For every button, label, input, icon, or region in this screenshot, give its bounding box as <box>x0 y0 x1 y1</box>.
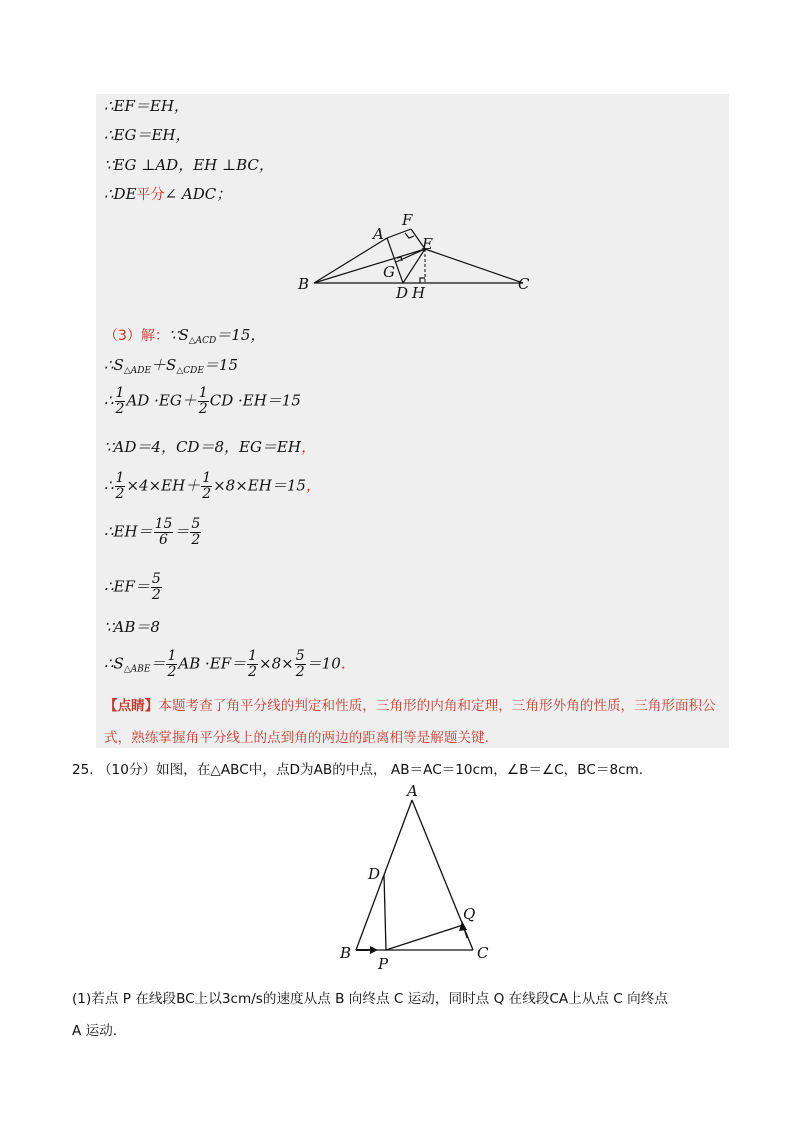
label-P2: P <box>378 955 389 970</box>
question-25-stem: 25. （10分）如图，在△ABC中，点D为AB的中点， AB＝AC＝10cm，∠B＝∠C，BC＝8cm. <box>72 762 644 778</box>
label-F: F <box>402 211 413 229</box>
part3-line-7: ∴EF＝ $\frac{5}{2}$ <box>104 571 161 603</box>
question-25-part1-line1: (1)若点 P 在线段BC上以3cm/s的速度从点 B 向终点 C 运动，同时点 Q 在线段CA上从点 C 向终点 <box>72 991 668 1007</box>
label-A: A <box>373 225 384 243</box>
label-Q2: Q <box>463 905 476 923</box>
label-H: H <box>412 284 426 302</box>
label-C2: C <box>477 944 489 962</box>
part3-heading: （3）解：$\because S_{\triangle ACD}=15$， <box>104 326 266 346</box>
figure-triangle-abc-moving-points <box>330 780 510 970</box>
part3-line-5: ∴ $\frac{1}{2}$ ×4×EH＋ $\frac{1}{2}$ ×8×EH＝15， <box>104 470 321 502</box>
solution-note: 【点睛】本题考查了角平分线的判定和性质，三角形的内角和定理，三角形外角的性质，三角形面积公式，熟练掌握角平分线上的点到角的两边的距离相等是解题关键. <box>104 698 716 746</box>
part3-line-2: $\therefore S_{\triangle ADE}+S_{\triangle CDE}=15$ <box>104 356 239 376</box>
label-B2: B <box>340 944 352 962</box>
part3-line-3: ∴ $\frac{1}{2}$ AD ·EG＋ $\frac{1}{2}$ CD ·EH＝15 <box>104 385 301 417</box>
part3-line-8: ∵AB＝8 <box>104 618 160 636</box>
part3-line-6: ∴EH＝ $\frac{15}{6}$ ＝ $\frac{5}{2}$ <box>104 516 201 548</box>
proof-line-1: ∴EF＝EH， <box>104 97 189 115</box>
proof-line-3: ∵EG ⊥AD，EH ⊥BC， <box>104 156 274 174</box>
label-D: D <box>396 284 409 302</box>
label-E: E <box>422 235 433 253</box>
figure-triangle-abc-bisector <box>290 205 540 305</box>
label-A2: A <box>407 782 418 800</box>
part3-line-4: ∵AD＝4，CD＝8，EG＝EH， <box>104 438 316 456</box>
question-25-part1-line2: A 运动. <box>72 1023 118 1039</box>
label-B: B <box>298 275 310 293</box>
label-C: C <box>518 275 530 293</box>
part3-line-9: $\therefore S_{\triangle ABE}=$ $\frac{1}{2}$ AB ·EF＝ $\frac{1}{2}$ ×8× $\frac{5}{2}$ ＝10． <box>104 648 356 680</box>
proof-line-2: ∴EG＝EH， <box>104 126 191 144</box>
proof-line-4: ∴DE平分∠ ADC； <box>104 185 232 203</box>
label-D2: D <box>368 865 381 883</box>
label-G: G <box>383 263 395 281</box>
